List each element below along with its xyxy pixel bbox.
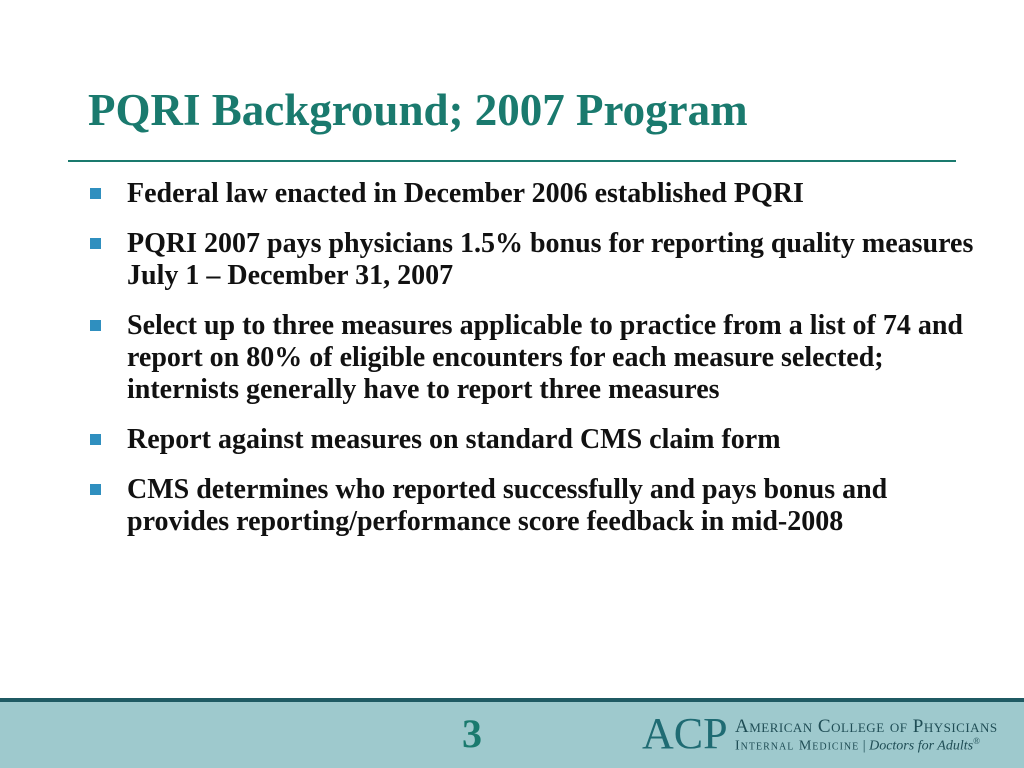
organization-tagline xyxy=(735,736,980,755)
slide-title: PQRI Background; 2007 Program xyxy=(88,85,748,135)
bullet-item xyxy=(88,310,988,406)
registered-mark: ® xyxy=(973,736,980,746)
bullet-item xyxy=(88,178,988,210)
tagline-separator: | xyxy=(862,738,866,754)
bullet-item xyxy=(88,474,988,538)
bullet-list xyxy=(88,178,988,556)
slide-footer xyxy=(0,702,1024,768)
specialty-label: Internal Medicine xyxy=(735,738,860,754)
page-number: 3 xyxy=(462,711,482,756)
square-bullet-icon xyxy=(90,434,101,445)
bullet-text: PQRI 2007 pays physicians 1.5% bonus for reporting quality measures July 1 – December 31, 2007 xyxy=(127,228,974,291)
title-divider xyxy=(68,160,956,162)
square-bullet-icon xyxy=(90,188,101,199)
bullet-text: Report against measures on standard CMS claim form xyxy=(127,424,781,455)
tagline-text: Doctors for Adults xyxy=(869,738,974,754)
square-bullet-icon xyxy=(90,484,101,495)
bullet-item xyxy=(88,424,988,456)
bullet-text: Federal law enacted in December 2006 established PQRI xyxy=(127,178,804,209)
organization-name: American College of Physicians xyxy=(735,716,998,737)
acp-logo: ACP xyxy=(642,709,728,758)
bullet-text: Select up to three measures applicable to practice from a list of 74 and report on 80% of eligible encounters for each measure selected; internists generally have to report three measures xyxy=(127,310,964,405)
bullet-item xyxy=(88,228,988,292)
bullet-text: CMS determines who reported successfully and pays bonus and provides reporting/performance score feedback in mid-2008 xyxy=(127,474,888,537)
square-bullet-icon xyxy=(90,238,101,249)
square-bullet-icon xyxy=(90,320,101,331)
